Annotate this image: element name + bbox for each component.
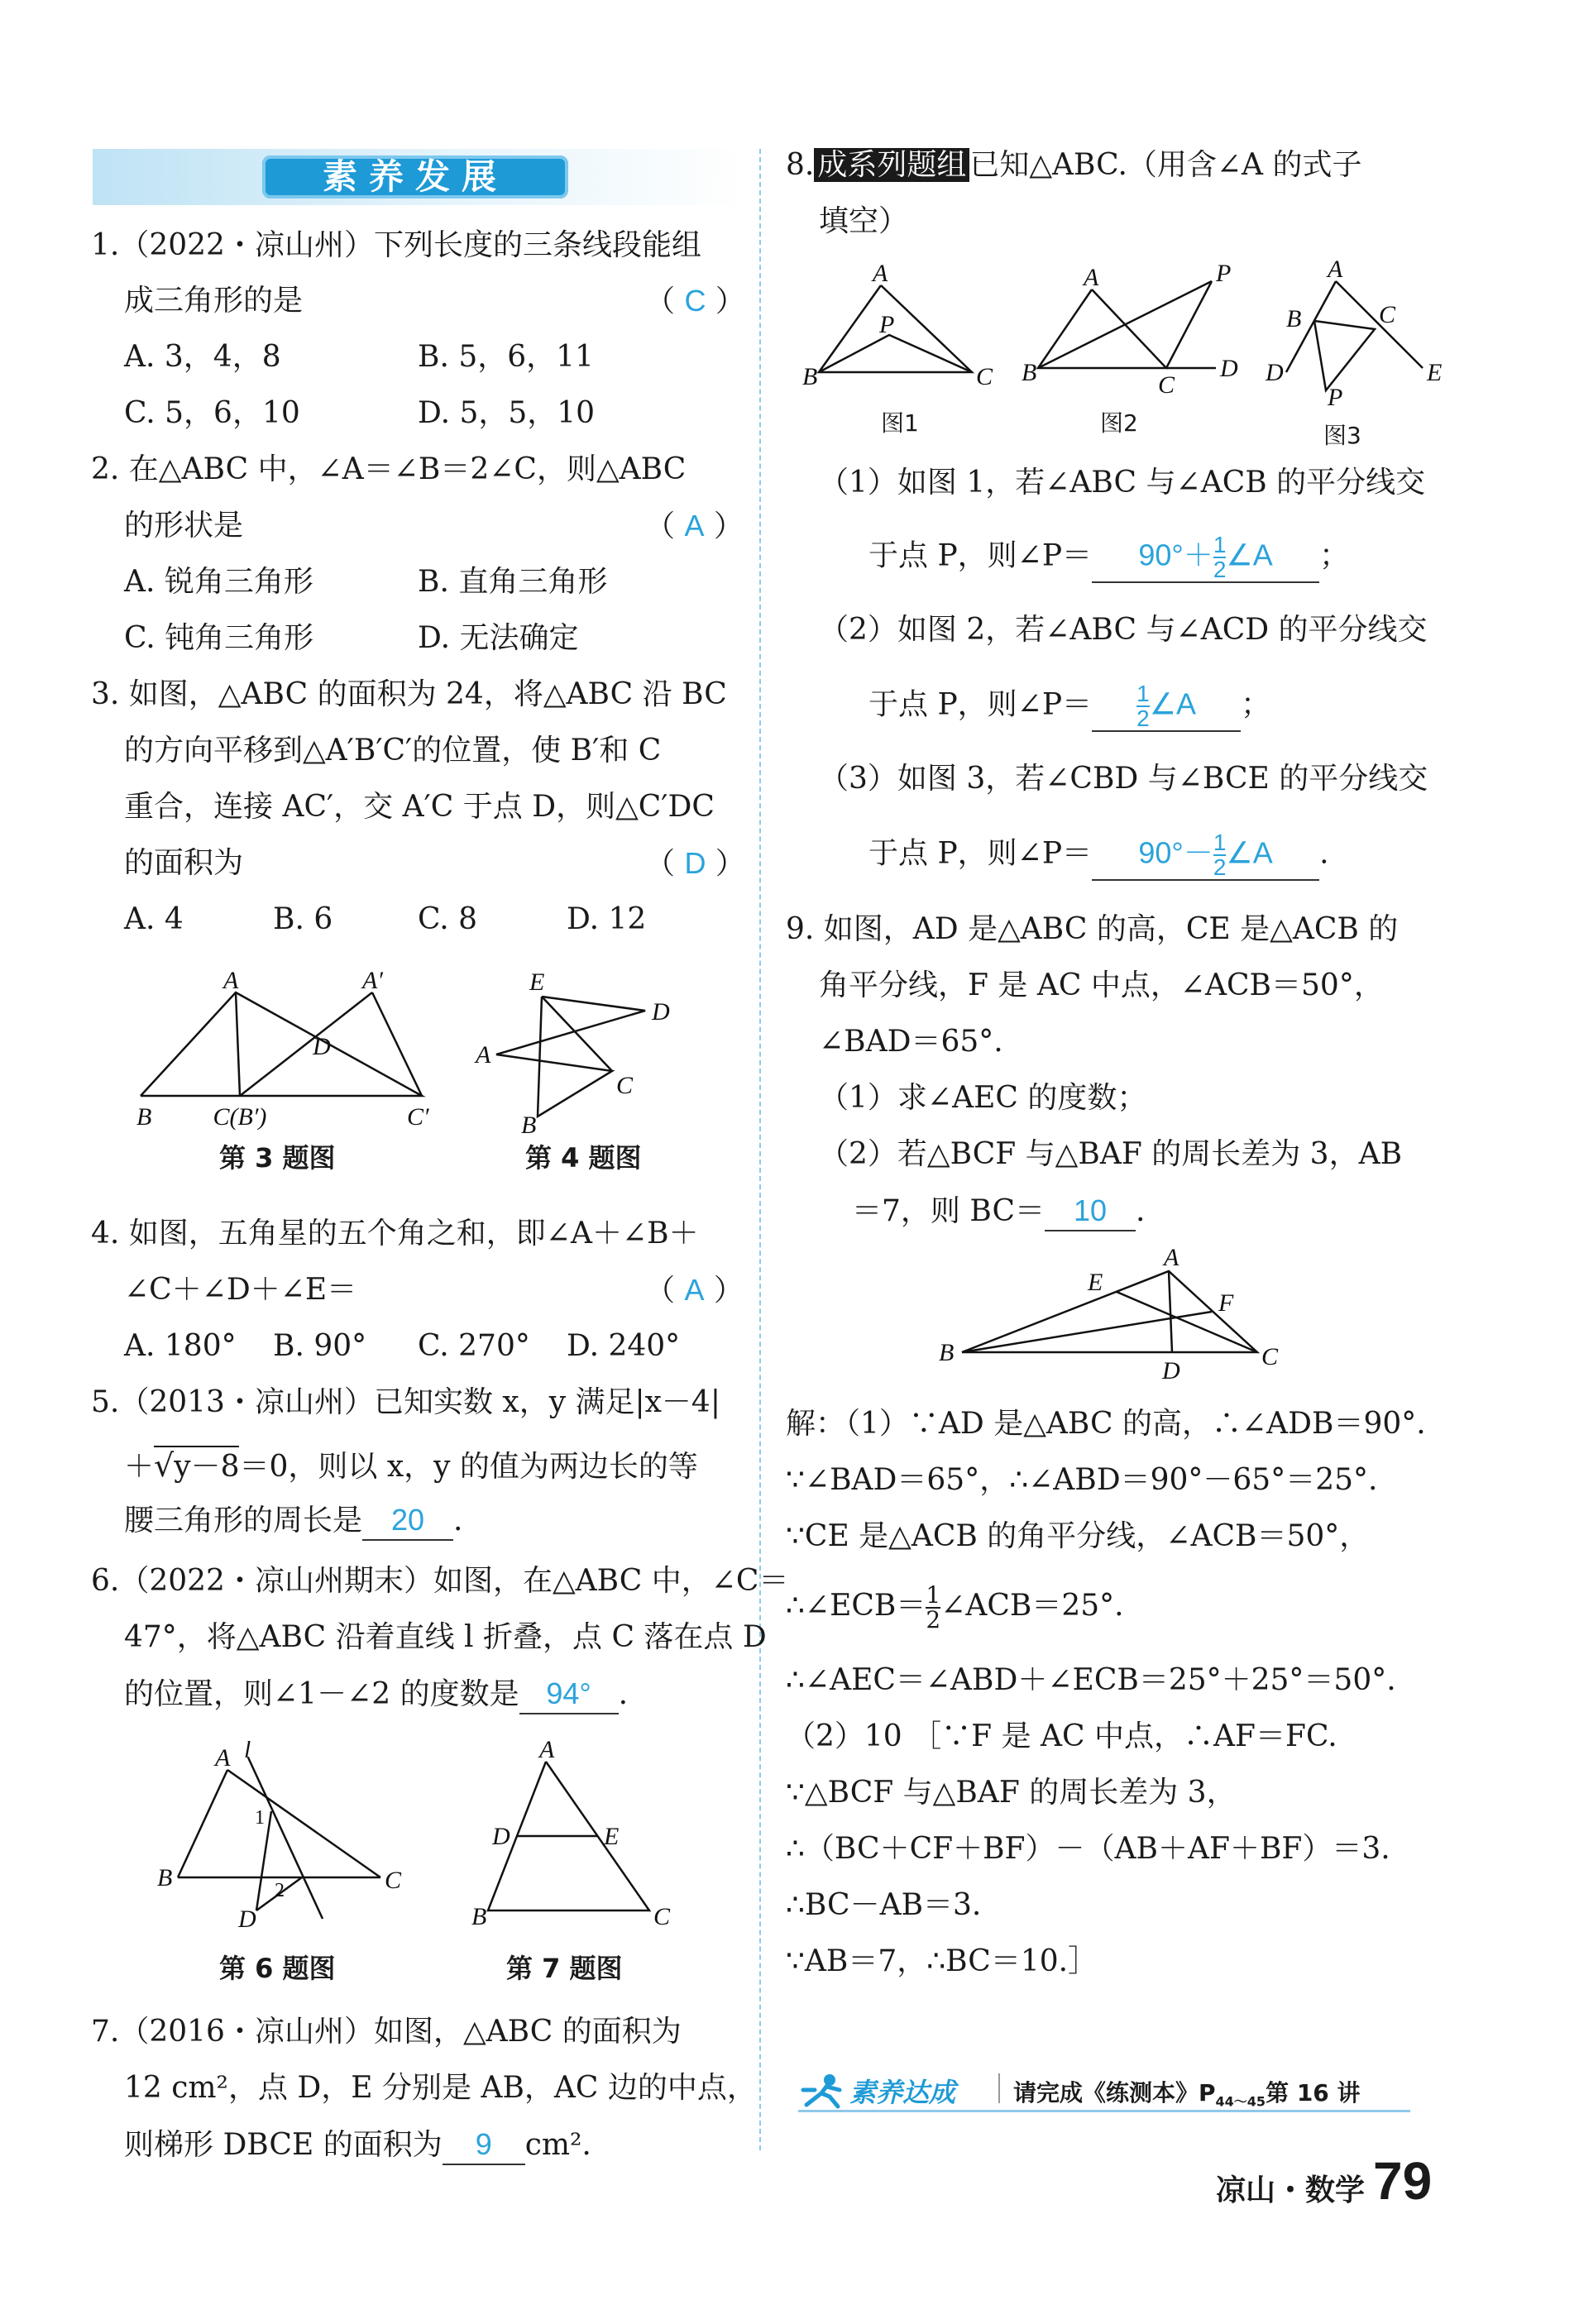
figure-3 [124, 964, 471, 1145]
q8-p1-line2: 于点 P，则∠P＝ 90°＋ $\frac{1}{2}$ ∠A ； [868, 532, 1350, 582]
q2-option-d: D. 无法确定 [418, 621, 579, 655]
q8-p3-line2: 于点 P，则∠P＝ 90°－ $\frac{1}{2}$ ∠A . [868, 830, 1329, 880]
q6-line3: 的位置，则∠1－∠2 的度数是 94° . [124, 1676, 628, 1714]
q1-answer: （ C ） [645, 284, 745, 318]
fig4-label-D: D [652, 998, 670, 1026]
q4-line2: ∠C＋∠D＋∠E＝ [124, 1273, 357, 1307]
q3-line1: 3. 如图，△ABC 的面积为 24，将△ABC 沿 BC [91, 677, 727, 711]
q2-line2: 的形状是 [124, 509, 244, 543]
q8-series-tag: 成系列题组 [814, 148, 969, 182]
column-divider [759, 149, 763, 2150]
q1-line1: 1.（2022・凉山州）下列长度的三条线段能组 [91, 228, 701, 262]
fig7-label-D: D [492, 1823, 510, 1850]
q1-option-c: C. 5，6，10 [124, 396, 300, 430]
fig8-2-label-B: B [1022, 359, 1037, 386]
fig6-label-C: C [385, 1867, 402, 1894]
footer-divider [998, 2073, 1000, 2103]
fig7-label-A: A [539, 1741, 555, 1763]
fig6-caption: 第 6 题图 [219, 1953, 336, 1984]
sol-line8: ∴（BC＋CF＋BF）－（AB＋AF＋BF）＝3. [786, 1832, 1390, 1866]
q5-line3: 腰三角形的周长是 20 . [124, 1502, 462, 1541]
fig3-label-A: A [223, 967, 239, 994]
q4-option-b: B. 90° [273, 1329, 367, 1363]
q5-line2: ＋√y－8＝0，则以 x，y 的值为两边长的等 [124, 1447, 698, 1484]
fig6-label-l: l [244, 1741, 251, 1763]
fig4-label-E: E [529, 968, 545, 996]
q3-option-b: B. 6 [273, 902, 333, 936]
figure-9 [939, 1245, 1303, 1394]
q4-answer: （ A ） [645, 1273, 744, 1308]
fig8-3-label-C: C [1379, 301, 1396, 328]
fig8-1-label-A: A [873, 260, 888, 287]
fig8-1-label-B: B [802, 363, 818, 390]
fig9-label-F: F [1218, 1289, 1234, 1317]
q4-option-d: D. 240° [567, 1329, 681, 1363]
fig3-label-A-prime: A′ [362, 967, 383, 994]
section-banner [93, 149, 746, 205]
practice-reference-bar [798, 2072, 1410, 2111]
fig7-caption: 第 7 题图 [506, 1953, 623, 1984]
sol-line3: ∵CE 是△ACB 的角平分线，∠ACB＝50°， [786, 1519, 1370, 1553]
fig3-label-D: D [313, 1033, 331, 1060]
q7-line2: 12 cm²，点 D，E 分别是 AB，AC 边的中点， [124, 2071, 757, 2105]
q7-line1: 7.（2016・凉山州）如图，△ABC 的面积为 [91, 2015, 682, 2049]
q3-answer: （ D ） [645, 846, 745, 881]
q8-p3-line1: （3）如图 3，若∠CBD 与∠BCE 的平分线交 [819, 762, 1428, 796]
sol-line5: ∴∠AEC＝∠ABD＋∠ECB＝25°＋25°＝50°. [786, 1663, 1396, 1697]
q8-p2-line1: （2）如图 2，若∠ABC 与∠ACD 的平分线交 [819, 613, 1428, 647]
fig8-3-label-B: B [1286, 305, 1302, 332]
q8-line1: 8. 成系列题组 已知△ABC.（用含∠A 的式子 [786, 148, 1362, 182]
q2-line1: 2. 在△ABC 中，∠A＝∠B＝2∠C，则△ABC [91, 452, 687, 486]
fig3-label-B: B [136, 1103, 152, 1131]
fig9-label-E: E [1088, 1269, 1103, 1296]
fig8-caption-2: 图2 [1100, 409, 1138, 437]
fig8-3-label-P: P [1328, 384, 1343, 411]
sol-line4: ∴∠ECB＝ $\frac{1}{2}$ ∠ACB＝25°. [786, 1581, 1124, 1633]
q9-line1: 9. 如图，AD 是△ABC 的高，CE 是△ACB 的 [786, 912, 1399, 946]
fig4-label-A: A [476, 1041, 491, 1069]
fig9-label-A: A [1164, 1245, 1179, 1271]
q8-line2: 填空） [819, 204, 909, 238]
q9-line2: 角平分线，F 是 AC 中点，∠ACB＝50°， [819, 968, 1384, 1002]
q2-option-c: C. 钝角三角形 [124, 621, 314, 655]
page-footer-label: 凉山・数学 [1216, 2173, 1366, 2207]
q4-line1: 4. 如图，五角星的五个角之和，即∠A＋∠B＋ [91, 1217, 699, 1250]
sol-line10: ∵AB＝7，∴BC＝10.］ [786, 1944, 1098, 1978]
fig7-label-E: E [604, 1823, 620, 1850]
page-number: 79 [1373, 2151, 1433, 2211]
fig9-label-C: C [1261, 1343, 1279, 1370]
figure-6 [157, 1741, 422, 1931]
sol-line1: 解：（1）∵AD 是△ABC 的高，∴∠ADB＝90°. [786, 1407, 1426, 1441]
runner-icon [798, 2072, 848, 2111]
fig6-label-D: D [238, 1906, 256, 1931]
q5-line1: 5.（2013・凉山州）已知实数 x，y 满足|x－4| [91, 1385, 720, 1419]
q4-option-a: A. 180° [124, 1329, 237, 1363]
q4-option-c: C. 270° [418, 1329, 530, 1363]
q2-option-b: B. 直角三角形 [418, 565, 608, 599]
q6-line1: 6.（2022・凉山州期末）如图，在△ABC 中，∠C＝ [91, 1564, 789, 1598]
fig4-label-B: B [521, 1112, 537, 1139]
q2-answer: （ A ） [645, 509, 744, 543]
q6-line2: 47°，将△ABC 沿着直线 l 折叠，点 C 落在点 D [124, 1620, 767, 1654]
fig8-caption-1: 图1 [881, 409, 919, 437]
fig3-label-C: C(B′) [213, 1103, 267, 1131]
fig8-1-label-P: P [879, 311, 895, 338]
fig9-label-B: B [939, 1339, 955, 1366]
brand-label: 素养达成 [849, 2077, 956, 2108]
fig4-caption: 第 4 题图 [525, 1142, 642, 1174]
practice-reference[interactable]: 请完成《练测本》$P_{44\sim 45}$第 16 讲 [1013, 2079, 1361, 2110]
q9-line6: ＝7，则 BC＝ 10 . [852, 1193, 1145, 1231]
fig3-caption: 第 3 题图 [219, 1142, 336, 1174]
fig3-label-C-prime: C′ [407, 1103, 429, 1131]
footer-underline [798, 2110, 1410, 2112]
q8-p2-line2: 于点 P，则∠P＝ $\frac{1}{2}$ ∠A ； [868, 681, 1271, 731]
fig8-3-label-A: A [1328, 256, 1343, 283]
q9-line4: （1）求∠AEC 的度数； [819, 1081, 1147, 1115]
q3-line4: 的面积为 [124, 846, 244, 880]
sol-line6: （2）10 ［∵F 是 AC 中点，∴AF＝FC. [786, 1719, 1337, 1753]
sol-line2: ∵∠BAD＝65°，∴∠ABD＝90°－65°＝25°. [786, 1463, 1378, 1497]
fig8-caption-3: 图3 [1323, 422, 1361, 449]
q3-line3: 重合，连接 AC′，交 A′C 于点 D，则△C′DC [124, 790, 715, 824]
section-title: 素养发展 [262, 155, 568, 198]
fig4-label-C: C [616, 1072, 634, 1099]
q3-option-d: D. 12 [567, 902, 647, 936]
fig8-2-label-P: P [1216, 260, 1232, 287]
q9-line5: （2）若△BCF 与△BAF 的周长差为 3，AB [819, 1137, 1403, 1171]
figure-4 [471, 964, 720, 1145]
q3-line2: 的方向平移到△A′B′C′的位置，使 B′和 C [124, 734, 662, 767]
fig8-3-label-E: E [1427, 359, 1443, 386]
sol-line7: ∵△BCF 与△BAF 的周长差为 3， [786, 1776, 1237, 1810]
fig8-1-label-C: C [976, 363, 993, 390]
q9-line3: ∠BAD＝65°. [819, 1025, 1003, 1059]
sol-line9: ∴BC－AB＝3. [786, 1888, 982, 1922]
q1-option-b: B. 5，6，11 [418, 340, 594, 374]
figure-7 [463, 1741, 711, 1931]
q8-p1-line1: （1）如图 1，若∠ABC 与∠ACB 的平分线交 [819, 466, 1426, 500]
fig8-2-label-A: A [1084, 264, 1099, 291]
q2-option-a: A. 锐角三角形 [124, 565, 313, 599]
fig8-2-label-C: C [1158, 371, 1175, 399]
fig6-angle-1: 1 [255, 1807, 265, 1829]
fig7-label-B: B [471, 1903, 487, 1930]
q3-option-a: A. 4 [124, 902, 184, 936]
q1-option-d: D. 5，5，10 [418, 396, 596, 430]
fig7-label-C: C [653, 1903, 671, 1930]
q1-option-a: A. 3，4，8 [124, 340, 281, 374]
fig6-label-A: A [215, 1744, 231, 1772]
q1-line2: 成三角形的是 [124, 284, 304, 318]
fig8-3-label-D: D [1266, 359, 1284, 386]
q7-line3: 则梯形 DBCE 的面积为 9 cm². [124, 2126, 591, 2165]
fig8-2-label-D: D [1220, 355, 1238, 382]
fig9-label-D: D [1162, 1357, 1180, 1384]
q3-option-c: C. 8 [418, 902, 478, 936]
fig6-label-B: B [157, 1864, 173, 1891]
fig6-angle-2: 2 [275, 1880, 285, 1901]
